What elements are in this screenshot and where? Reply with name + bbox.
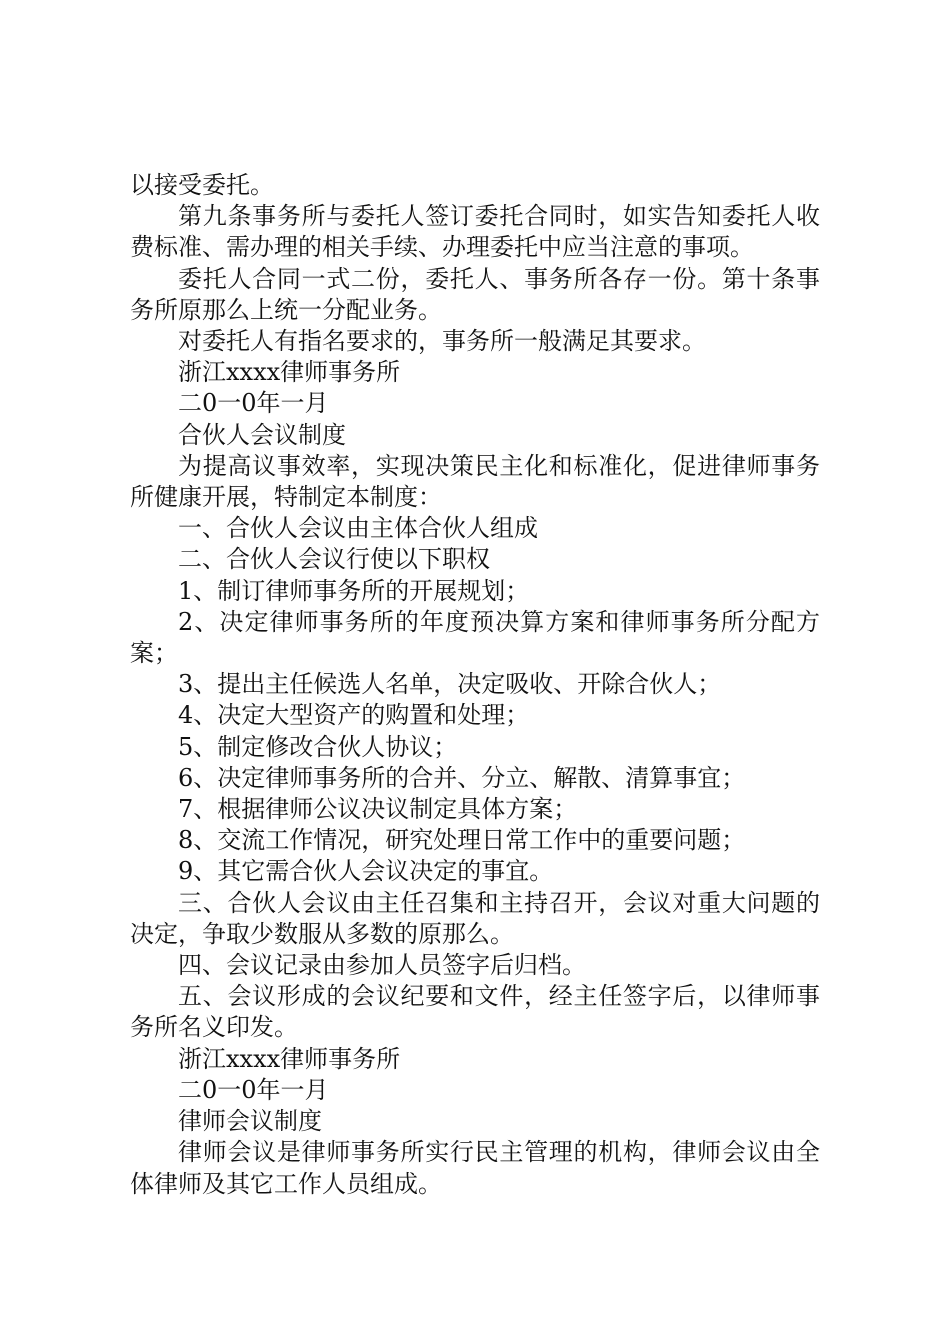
section-title-partner-meeting: 合伙人会议制度 xyxy=(178,420,346,449)
client-request-paragraph: 对委托人有指名要求的，事务所一般满足其要求。 xyxy=(178,327,706,356)
lawyer-meeting-intro: 律师会议是律师事务所实行民主管理的机构，律师会议由全体律师及其它工作人员组成。 xyxy=(130,1138,820,1198)
power-item-8: 8、交流工作情况，研究处理日常工作中的重要问题； xyxy=(178,826,746,855)
partner-meeting-item-3: 三、合伙人会议由主任召集和主持召开，会议对重大问题的决定，争取少数服从多数的原那么。 xyxy=(130,888,820,948)
signature-date: 二0一0年一月 xyxy=(178,1075,329,1104)
document-body xyxy=(130,170,820,1200)
partner-meeting-intro: 为提高议事效率，实现决策民主化和标准化，促进律师事务所健康开展，特制定本制度： xyxy=(130,451,820,512)
contract-copies-paragraph: 委托人合同一式二份，委托人、事务所各存一份。第十条事务所原那么上统一分配业务。 xyxy=(130,264,820,324)
section-title-lawyer-meeting: 律师会议制度 xyxy=(178,1107,322,1136)
partner-meeting-item-1: 一、合伙人会议由主体合伙人组成 xyxy=(178,514,538,543)
partner-meeting-item-2: 二、合伙人会议行使以下职权 xyxy=(178,545,490,574)
partner-meeting-item-5: 五、会议形成的会议纪要和文件，经主任签字后，以律师事务所名义印发。 xyxy=(130,982,820,1042)
power-item-3: 3、提出主任候选人名单，决定吸收、开除合伙人； xyxy=(178,670,722,699)
signature-firm-name: 浙江xxxx律师事务所 xyxy=(178,1044,401,1073)
power-item-4: 4、决定大型资产的购置和处理； xyxy=(178,701,530,730)
signature-firm-name: 浙江xxxx律师事务所 xyxy=(178,358,401,387)
power-item-1: 1、制订律师事务所的开展规划； xyxy=(178,576,530,605)
power-item-6: 6、决定律师事务所的合并、分立、解散、清算事宜； xyxy=(178,763,746,792)
power-item-2: 2、决定律师事务所的年度预决算方案和律师事务所分配方案； xyxy=(130,607,820,668)
power-item-7: 7、根据律师公议决议制定具体方案； xyxy=(178,795,578,824)
article-nine-paragraph: 第九条事务所与委托人签订委托合同时，如实告知委托人收费标准、需办理的相关手续、办理委托中应当注意的事项。 xyxy=(130,202,820,262)
paragraph-continuation: 以接受委托。 xyxy=(130,171,274,199)
signature-date: 二0一0年一月 xyxy=(178,389,329,418)
power-item-9: 9、其它需合伙人会议决定的事宜。 xyxy=(178,857,554,886)
partner-meeting-item-4: 四、会议记录由参加人员签字后归档。 xyxy=(178,951,586,980)
power-item-5: 5、制定修改合伙人协议； xyxy=(178,732,458,761)
